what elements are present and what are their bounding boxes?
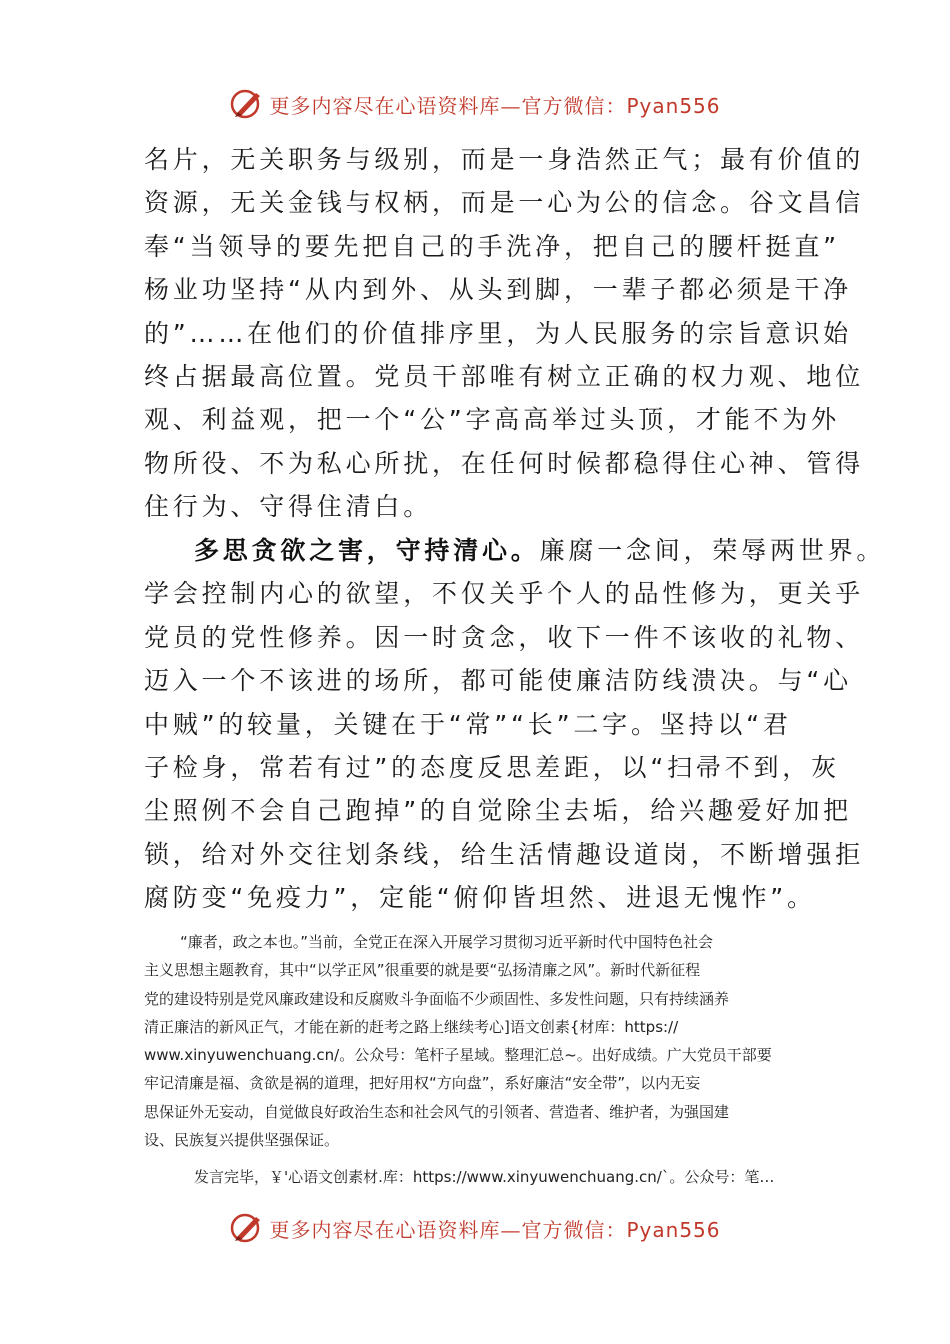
text-line: www.xinyuwenchuang.cn/。公众号：笔杆子星域。整理汇总~。出好成绩。广大党员干部要 xyxy=(144,1046,772,1065)
pen-logo-icon xyxy=(229,1210,265,1246)
wechat-handle: Pyan556 xyxy=(626,1217,721,1242)
text-line: 党员的党性修养。因一时贪念，收下一件不该收的礼物、 xyxy=(144,622,865,652)
text-line: 多思贪欲之害，守持清心。廉腐一念间，荣辱两世界。 xyxy=(194,536,886,565)
paragraph-1 xyxy=(144,138,865,529)
text-line: 的”……在他们的价值排序里，为人民服务的宗旨意识始 xyxy=(144,318,852,348)
banner-text: 更多内容尽在心语资料库—官方微信：Pyan556 xyxy=(269,1217,721,1242)
text-line: 迈入一个不该进的场所，都可能使廉洁防线溃决。与“心 xyxy=(144,666,852,696)
text-line: 杨业功坚持“从内到外、从头到脚，一辈子都必须是干净 xyxy=(144,275,852,305)
text-line: 名片，无关职务与级别，而是一身浩然正气；最有价值的 xyxy=(144,145,865,174)
text-line: 中贼”的较量，关键在于“常”“长”二字。坚持以“君 xyxy=(144,709,792,739)
text-line: 思保证外无妄动，自觉做良好政治生态和社会风气的引领者、营造者、维护者，为强国建 xyxy=(144,1102,730,1121)
text-line: 党的建设特别是党风廉政建设和反腐败斗争面临不少顽固性、多发性问题，只有持续涵养 xyxy=(144,989,730,1008)
text-line: 观、利益观，把一个“公”字高高举过头顶，才能不为外 xyxy=(144,405,840,435)
text-line: 主义思想主题教育，其中“以学正风”很重要的就是要“弘扬清廉之风”。新时代新征程 xyxy=(144,961,701,980)
text-line: 牢记清廉是福、贪欲是祸的道理，把好用权“方向盘”，系好廉洁“安全带”，以内无妄 xyxy=(144,1074,701,1093)
text-line: 子检身，常若有过”的态度反思差距，以“扫帚不到，灰 xyxy=(144,752,840,782)
text-line: 清正廉洁的新风正气，才能在新的赶考之路上继续考心]语文创素{材库：https:// xyxy=(144,1017,679,1036)
header-banner xyxy=(0,82,950,126)
text-line: 学会控制内心的欲望，不仅关乎个人的品性修为，更关乎 xyxy=(144,579,865,609)
text-line: 发言完毕，￥'心语文创素材.库：https://www.xinyuwenchuang.cn/`。公众号：笔… xyxy=(194,1168,775,1186)
section-heading: 多思贪欲之害，守持清心。 xyxy=(194,536,540,565)
text-line: 尘照例不会自己跑掉”的自觉除尘去垢，给兴趣爱好加把 xyxy=(144,796,852,826)
text-line: “廉者，政之本也。”当前，全党正在深入开展学习贯彻习近平新时代中国特色社会 xyxy=(180,933,714,951)
banner-text: 更多内容尽在心语资料库—官方微信：Pyan556 xyxy=(269,93,721,118)
text-line: 奉“当领导的要先把自己的手洗净，把自己的腰杆挺直” xyxy=(144,231,840,261)
paragraph-2 xyxy=(144,529,886,920)
text-line: 锁，给对外交往划条线，给生活情趣设道岗，不断增强拒 xyxy=(144,839,865,869)
text-line: 资源，无关金钱与权柄，而是一心为公的信念。谷文昌信 xyxy=(144,188,865,218)
paragraph-3 xyxy=(144,928,816,1154)
text-line: 设、民族复兴提供坚强保证。 xyxy=(144,1131,340,1150)
text-line: 住行为、守得住清白。 xyxy=(144,492,433,522)
text-line: 终占据最高位置。党员干部唯有树立正确的权力观、地位 xyxy=(144,361,865,391)
text-line: 腐防变“免疫力”，定能“俯仰皆坦然、进退无愧怍”。 xyxy=(144,883,816,913)
wechat-handle: Pyan556 xyxy=(626,93,721,118)
text-line: 物所役、不为私心所扰，在任何时候都稳得住心神、管得 xyxy=(144,448,865,478)
pen-logo-icon xyxy=(229,86,265,122)
footer-banner xyxy=(0,1206,950,1250)
paragraph-4 xyxy=(144,1163,816,1191)
